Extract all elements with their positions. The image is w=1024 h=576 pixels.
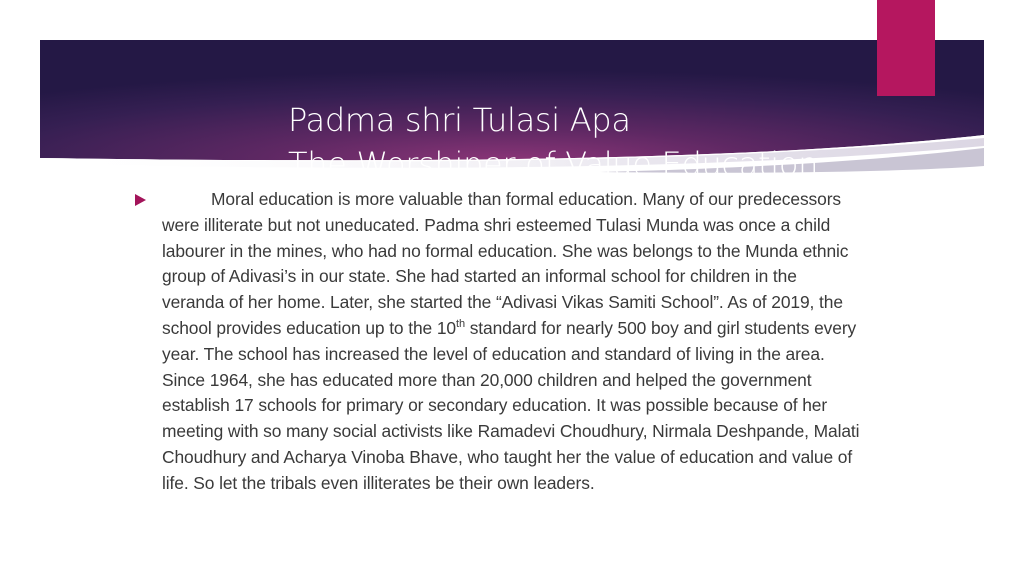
body-superscript: th [455,318,465,331]
body-text-part-1: Moral education is more valuable than formal education. Many of our predecessors were illiterate but not uneducated. Padma shri esteemed Tulasi Munda was once a child labourer in the mines, who had no formal education. She was belongs to the Munda ethnic group of Adivasi’s in our state. She had started an informal school for children in the veranda of her home. Later, she started the “Adivasi Vikas Samiti School”. As of 2019, the school provides education up to the 10 [162,189,849,338]
title-line-2: The Worshiper of Value Education [288,145,819,180]
slide-title [288,98,928,180]
body-paragraph [162,187,862,497]
body-text-part-2: standard for nearly 500 boy and girl students every year. The school has increased the level of education and standard of living in the area. Since 1964, she has educated more than 20,000 children and helped the government establish 17 schools for primary or secondary education. It was possible because of her meeting with so many social activists like Ramadevi Choudhury, Nirmala Deshpande, Malati Choudhury and Acharya Vinoba Bhave, who taught her the value of education and value of life. So let the tribals even illiterates be their own leaders. [162,317,860,493]
title-line-1: Padma shri Tulasi Apa [288,101,631,139]
accent-tab [877,0,935,96]
title-banner [40,40,984,180]
triangle-right-icon [135,194,146,206]
